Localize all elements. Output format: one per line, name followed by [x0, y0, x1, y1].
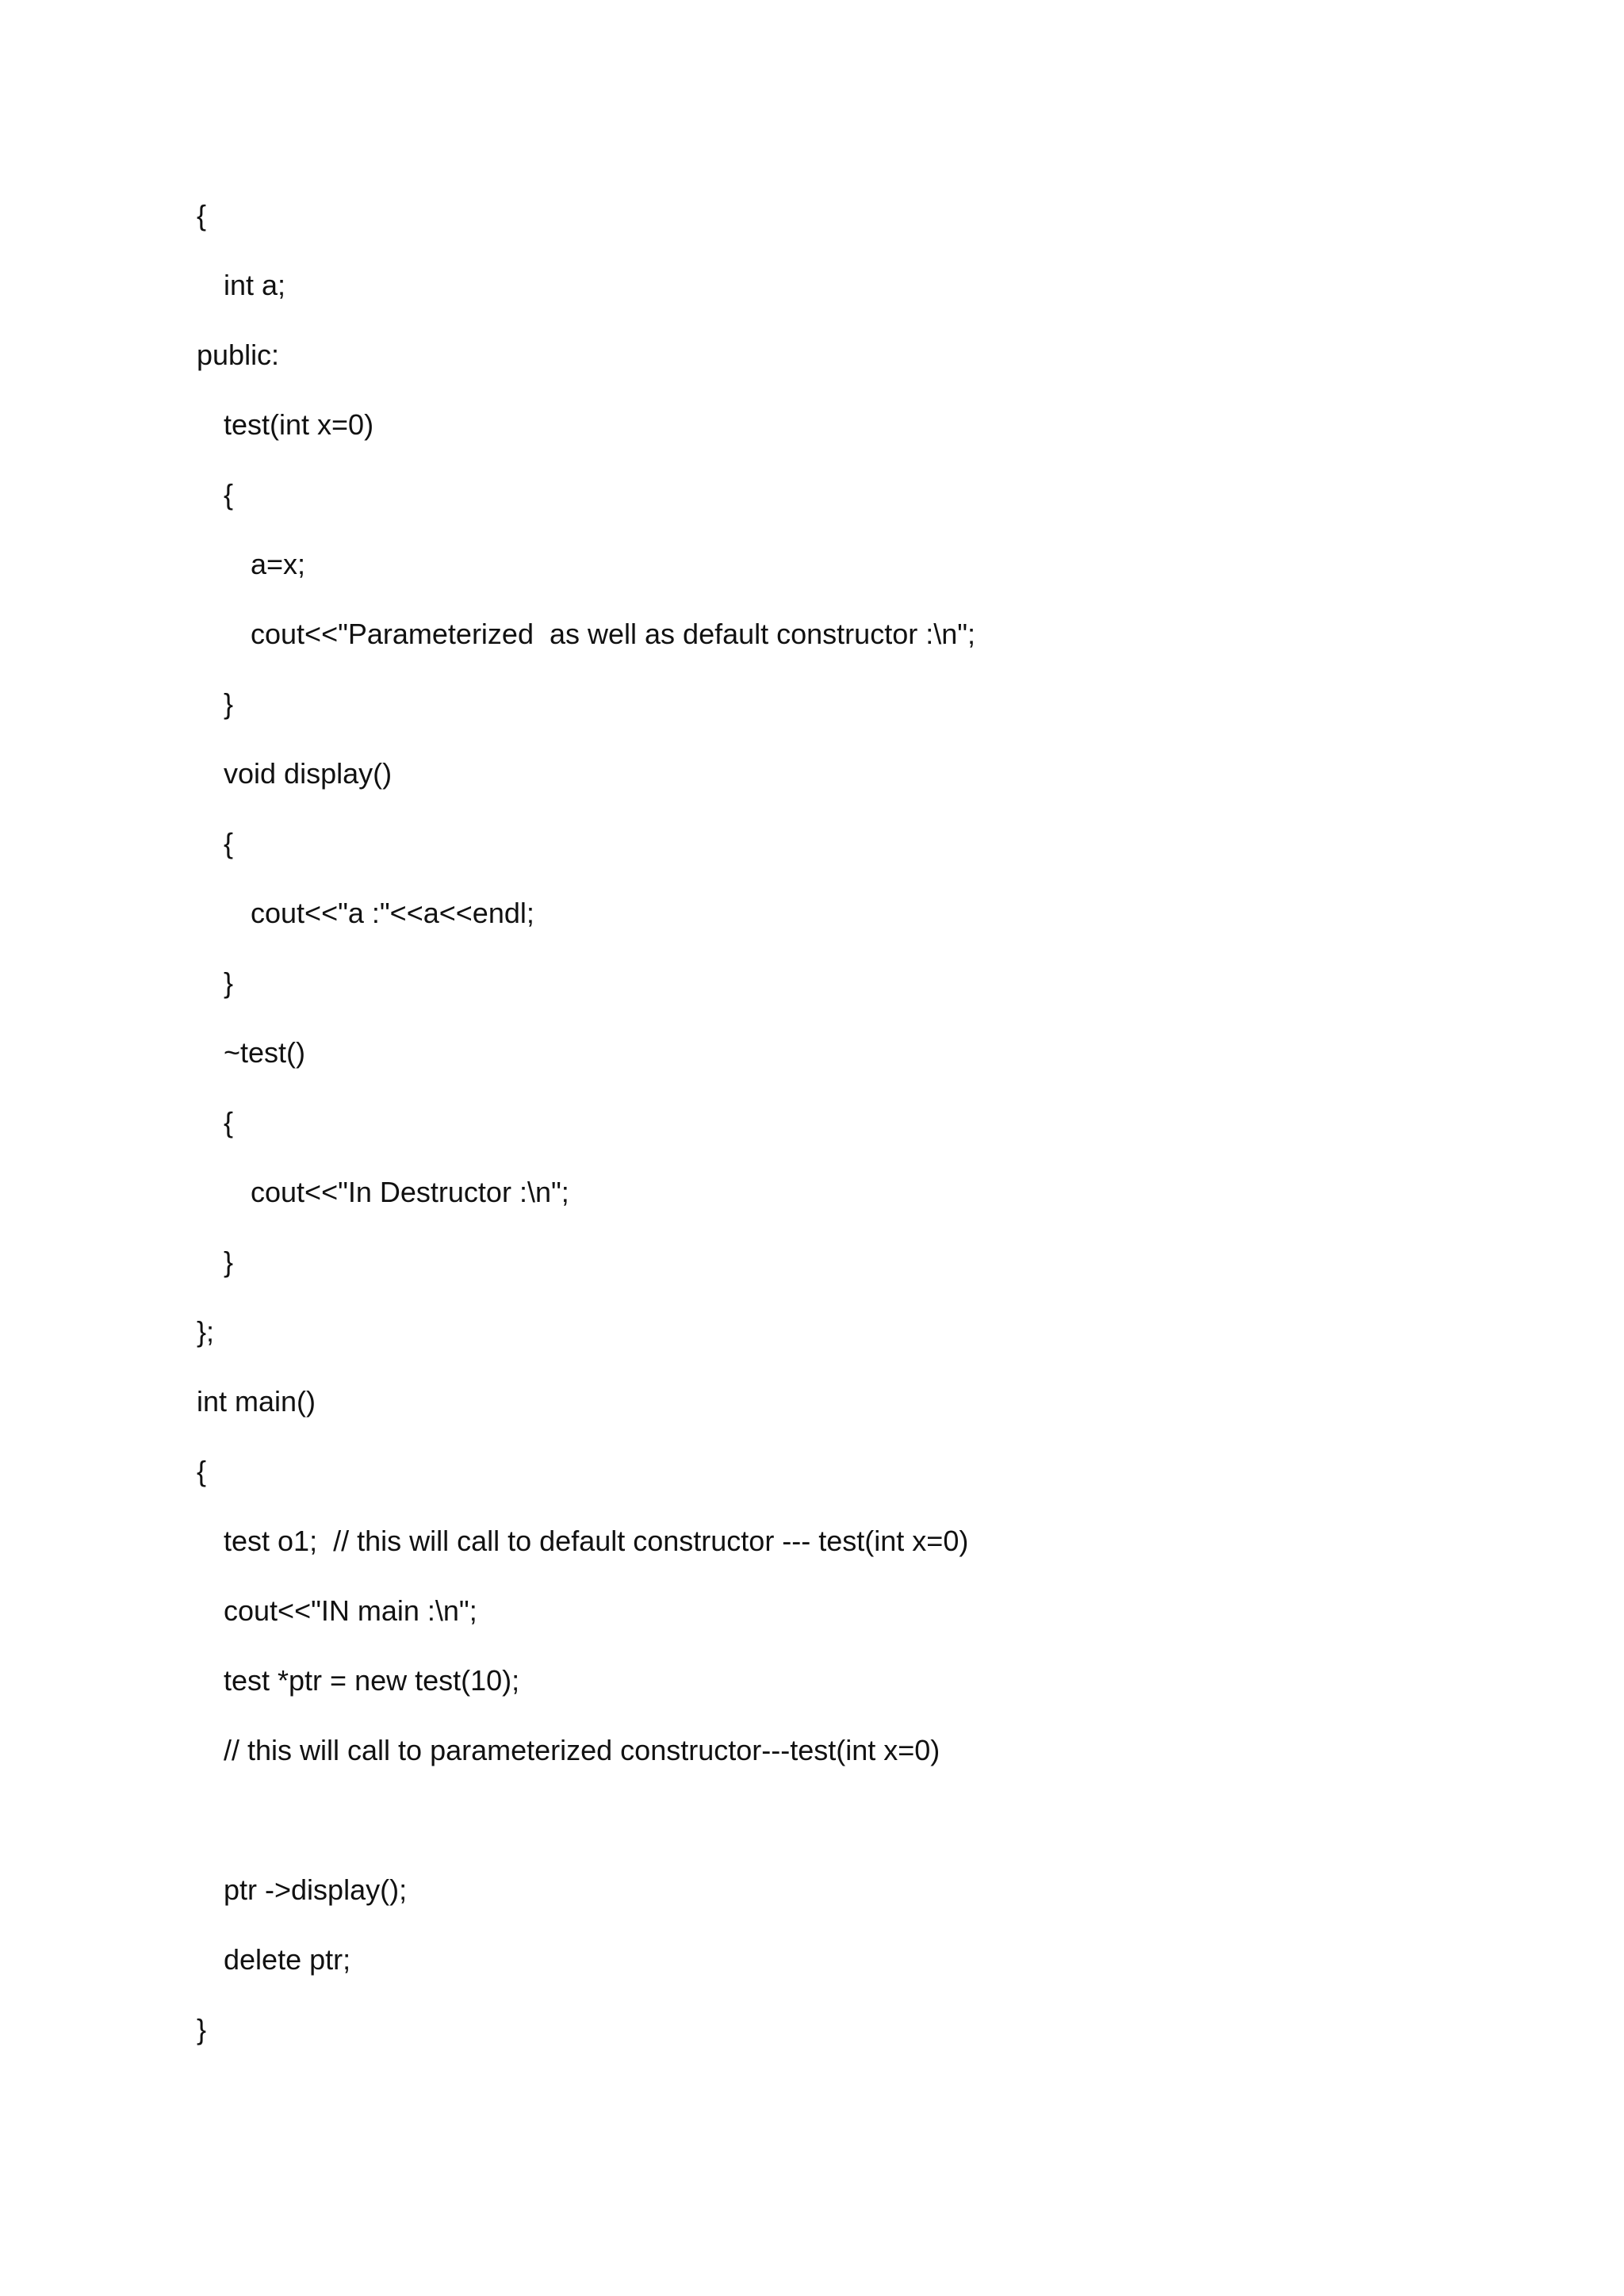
code-line: { [224, 827, 234, 859]
code-line: test(int x=0) [224, 408, 374, 441]
code-line: cout<<"IN main :\n"; [224, 1594, 477, 1627]
code-line: } [224, 966, 234, 999]
code-line: } [197, 2013, 207, 2045]
code-line: } [224, 687, 234, 720]
code-line: test *ptr = new test(10); [224, 1664, 520, 1697]
code-line: { [224, 478, 234, 511]
code-line: cout<<"Parameterized as well as default constructor :\n"; [251, 618, 976, 650]
code-line: { [197, 199, 207, 232]
code-line: } [224, 1246, 234, 1278]
code-line: ~test() [224, 1036, 306, 1069]
code-line: }; [197, 1315, 215, 1348]
code-line: // this will call to parameterized constructor---test(int x=0) [224, 1734, 940, 1766]
code-line: public: [197, 339, 280, 371]
code-line: ptr ->display(); [224, 1873, 408, 1906]
code-line: a=x; [251, 548, 306, 580]
code-line: void display() [224, 757, 393, 790]
code-line: int a; [224, 269, 286, 301]
code-line: test o1; // this will call to default constructor --- test(int x=0) [224, 1525, 969, 1557]
blank-line [197, 1803, 1545, 1873]
code-line: delete ptr; [224, 1943, 351, 1976]
code-block [197, 198, 1545, 2082]
code-line: { [197, 1455, 207, 1487]
code-line: cout<<"a :"<<a<<endl; [251, 897, 534, 929]
code-line: cout<<"In Destructor :\n"; [251, 1176, 569, 1208]
code-line: { [224, 1106, 234, 1138]
code-line: int main() [197, 1385, 316, 1418]
